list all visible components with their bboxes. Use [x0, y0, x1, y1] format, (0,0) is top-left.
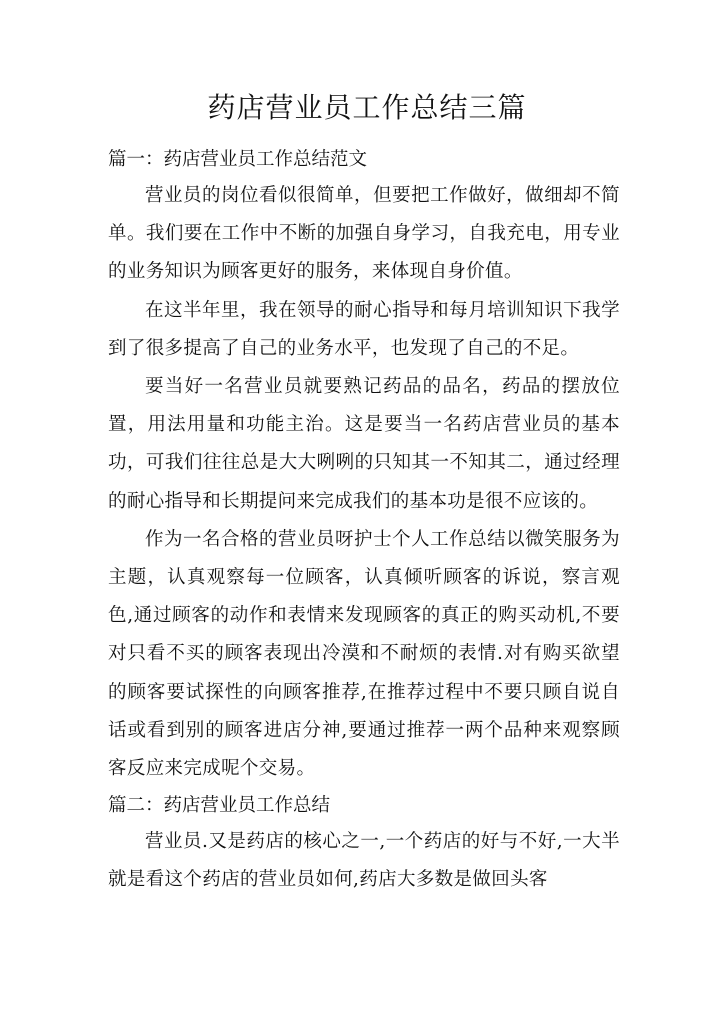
- section-heading: 篇二：药店营业员工作总结: [108, 795, 331, 817]
- paragraph: 营业员的岗位看似很简单，但要把工作做好，做细却不简单。我们要在工作中不断的加强自身学习，自我充电，用专业的业务知识为顾客更好的服务，来体现自身价值。: [108, 185, 620, 283]
- section-2: [108, 788, 620, 899]
- document-title: 药店营业员工作总结三篇: [207, 91, 527, 124]
- paragraph: 营业员.又是药店的核心之一,一个药店的好与不好,一大半就是看这个药店的营业员如何,药店大多数是做回头客: [108, 831, 621, 891]
- paragraph: 要当好一名营业员就要熟记药品的品名，药品的摆放位置，用法用量和功能主治。这是要当一名药店营业员的基本功，可我们往往总是大大咧咧的只知其一不知其二，通过经理的耐心指导和长期提问来完成我们的基本功是很不应该的。: [108, 376, 620, 512]
- paragraph: 在这半年里，我在领导的耐心指导和每月培训知识下我学到了很多提高了自己的业务水平，也发现了自己的不足。: [108, 299, 620, 359]
- section-heading: 篇一：药店营业员工作总结范文: [108, 149, 368, 170]
- section-1: [108, 142, 620, 788]
- paragraph: 作为一名合格的营业员呀护士个人工作总结以微笑服务为主题，认真观察每一位顾客，认真倾听顾客的诉说，察言观色,通过顾客的动作和表情来发现顾客的真正的购买动机,不要对只看不买的顾客表现出冷漠和不耐烦的表情.对有购买欲望的顾客要试探性的向顾客推荐,在推荐过程中不要只顾自说自话或看到别的顾客进店分神,要通过推荐一两个品种来观察顾客反应来完成呢个交易。: [108, 528, 620, 780]
